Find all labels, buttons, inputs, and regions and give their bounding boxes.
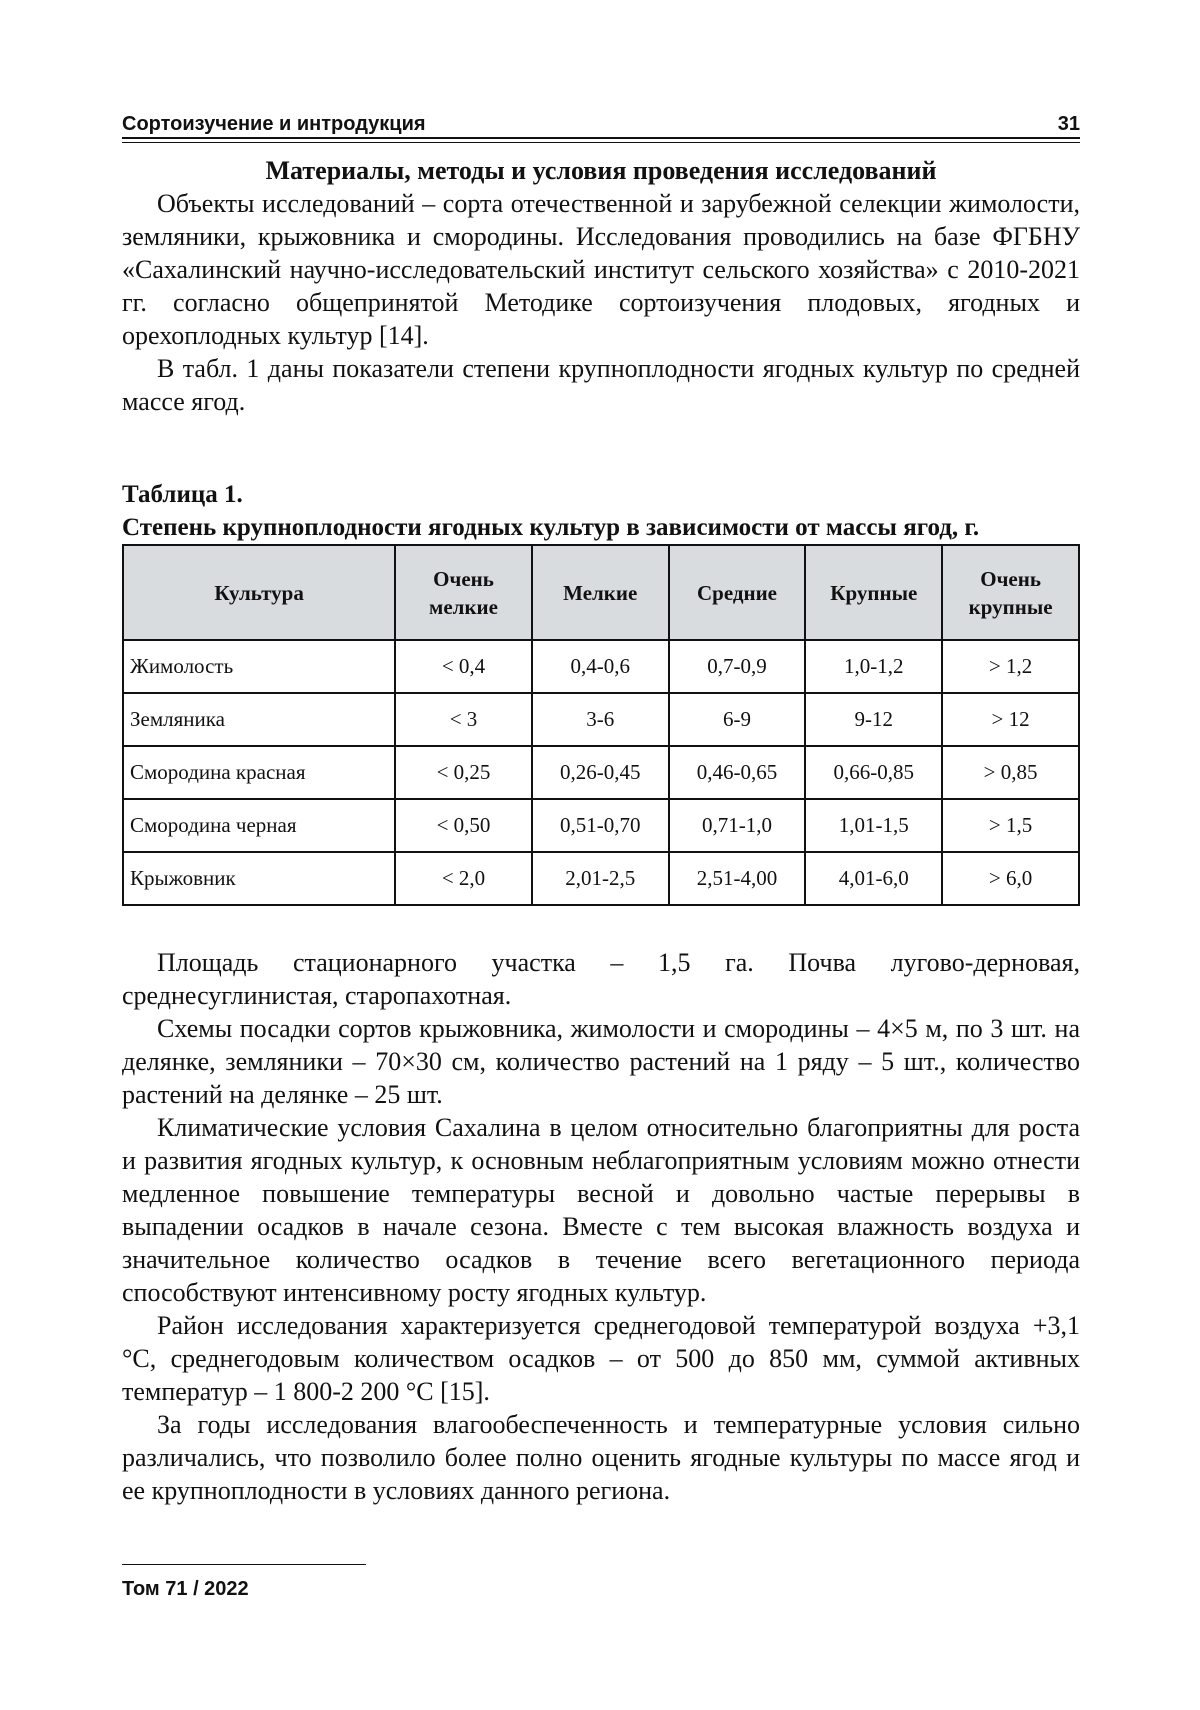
methods-heading: Материалы, методы и условия проведения исследований [265, 156, 937, 185]
table-cell: 0,4-0,6 [532, 640, 669, 693]
table-cell: 0,71-1,0 [669, 799, 806, 852]
paragraph: За годы исследования влагообеспеченность и температурные условия сильно различались, что позволило более полно оценить ягодные культуры по массе ягод и ее крупноплодности в условиях данного региона. [122, 1410, 1080, 1505]
table-row [123, 746, 1079, 799]
table-cell: 2,51-4,00 [669, 852, 806, 905]
table-cell: > 1,5 [942, 799, 1079, 852]
table-cell: 4,01-6,0 [805, 852, 942, 905]
column-header: Очень крупные [942, 545, 1079, 640]
column-header: Мелкие [532, 545, 669, 640]
table-cell: Смородина черная [123, 799, 395, 852]
table-cell: 1,01-1,5 [805, 799, 942, 852]
table-cell: 0,46-0,65 [669, 746, 806, 799]
paragraph: Климатические условия Сахалина в целом относительно благоприятны для роста и развития ягодных культур, к основным неблагоприятным условиям можно отнести медленное повышение температуры весной и довольно частые перерывы в выпадении осадков в начале сезона. Вместе с тем высокая влажность воздуха и значительное количество осадков в течение всего вегетационного периода способствуют интенсивному росту ягодных культур. [122, 1113, 1080, 1307]
table-cell: < 0,4 [395, 640, 532, 693]
table-caption [122, 478, 1080, 544]
table-cell: 0,66-0,85 [805, 746, 942, 799]
table-cell: < 3 [395, 693, 532, 746]
paragraph: В табл. 1 даны показатели степени крупноплодности ягодных культур по средней массе ягод. [122, 354, 1080, 416]
table-row [123, 693, 1079, 746]
section-title: Сортоизучение и интродукция [122, 113, 426, 135]
header-rule [122, 137, 1080, 139]
table-cell: > 12 [942, 693, 1079, 746]
paragraph: Объекты исследований – сорта отечественной и зарубежной селекции жимолости, земляники, крыжовника и смородины. Исследования проводились на базе ФГБНУ «Сахалинский научно-исследовательский институт сельского хозяйства» с 2010-2021 гг. согласно общепринятой Методике сортоизучения плодовых, ягодных и орехоплодных культур [14]. [122, 189, 1080, 350]
footer-volume: Том 71 / 2022 [122, 1578, 249, 1600]
table-cell: > 0,85 [942, 746, 1079, 799]
paragraph: Район исследования характеризуется среднегодовой температурой воздуха +3,1 °С, среднегодовым количеством осадков – от 500 до 850 мм, суммой активных температур – 1 800-2 200 °С [15]. [122, 1311, 1080, 1406]
table-cell: Крыжовник [123, 852, 395, 905]
table-cell: < 2,0 [395, 852, 532, 905]
running-header [122, 112, 1080, 136]
paragraph: Площадь стационарного участка – 1,5 га. Почва лугово-дерновая, среднесуглинистая, старопахотная. [122, 948, 1080, 1010]
table-cell: 0,51-0,70 [532, 799, 669, 852]
table-cell: 1,0-1,2 [805, 640, 942, 693]
header-rule-thin [122, 142, 1080, 143]
intro-text [122, 154, 1080, 418]
column-header: Очень мелкие [395, 545, 532, 640]
table-cell: 3-6 [532, 693, 669, 746]
column-header: Средние [669, 545, 806, 640]
footer-rule [122, 1564, 366, 1565]
column-header: Крупные [805, 545, 942, 640]
table-cell: Жимолость [123, 640, 395, 693]
table-cell: 0,26-0,45 [532, 746, 669, 799]
table-row [123, 640, 1079, 693]
table-cell: 2,01-2,5 [532, 852, 669, 905]
table-row [123, 799, 1079, 852]
table-cell: > 1,2 [942, 640, 1079, 693]
body-text [122, 946, 1080, 1507]
paragraph: Схемы посадки сортов крыжовника, жимолости и смородины – 4×5 м, по 3 шт. на делянке, земляники – 70×30 см, количество растений на 1 ряду – 5 шт., количество растений на делянке – 25 шт. [122, 1014, 1080, 1109]
table-cell: Земляника [123, 693, 395, 746]
table-cell: 0,7-0,9 [669, 640, 806, 693]
table-row [123, 852, 1079, 905]
table-header-row [123, 545, 1079, 640]
table-cell: 6-9 [669, 693, 806, 746]
table-title: Степень крупноплодности ягодных культур в зависимости от массы ягод, г. [122, 514, 980, 541]
column-header: Культура [123, 545, 395, 640]
table-cell: < 0,25 [395, 746, 532, 799]
table-label: Таблица 1. [122, 481, 243, 508]
table-cell: < 0,50 [395, 799, 532, 852]
table-cell: Смородина красная [123, 746, 395, 799]
page-number: 31 [1057, 113, 1080, 135]
table-cell: > 6,0 [942, 852, 1079, 905]
table-cell: 9-12 [805, 693, 942, 746]
berry-size-table [122, 544, 1080, 906]
